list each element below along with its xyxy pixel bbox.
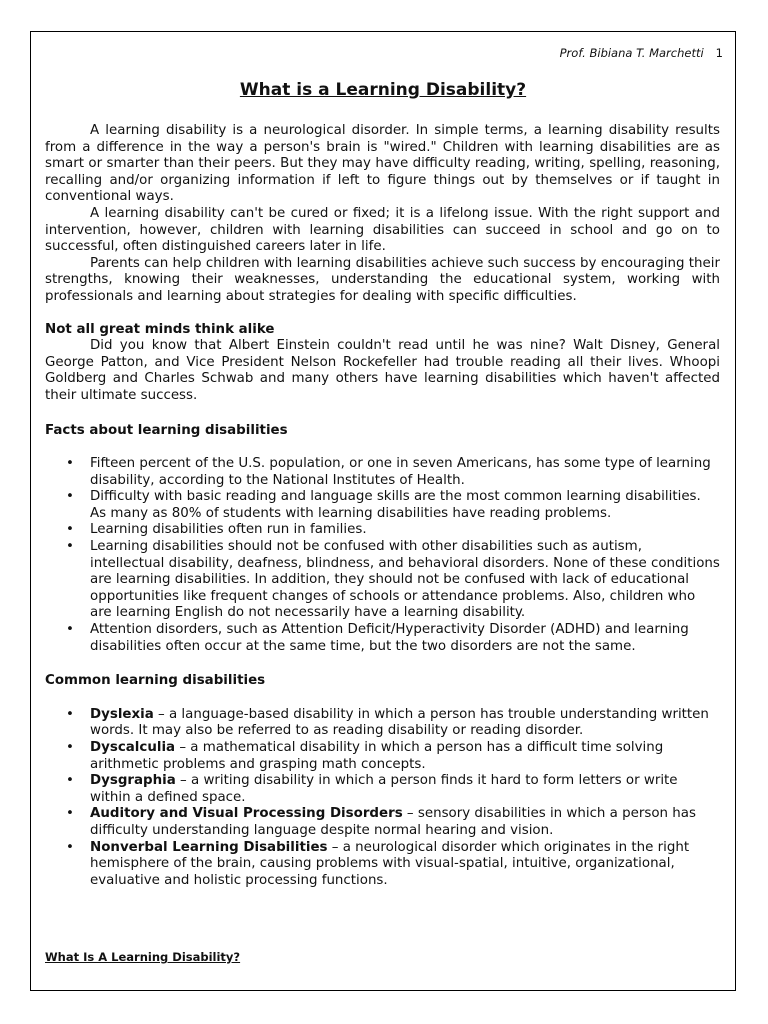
intro-paragraph-3: Parents can help children with learning disabilities achieve such success by encouraging their strengths, knowing their weaknesses, understanding the educational system, working with professionals and learning about strategies for dealing with specific difficulties.	[45, 255, 720, 304]
minds-paragraph: Did you know that Albert Einstein couldn't read until he was nine? Walt Disney, General George Patton, and Vice President Nelson Rockefeller had trouble reading all their lives. Whoopi Goldberg and Charles Schwab and many others have learning disabilities which haven't affected their ultimate success.	[45, 338, 720, 403]
list-item	[90, 740, 720, 773]
page-header	[560, 46, 723, 60]
term-nonverbal: Nonverbal Learning Disabilities	[90, 839, 328, 855]
section-heading-facts: Facts about learning disabilities	[45, 422, 288, 438]
document-page	[30, 31, 736, 991]
common-disabilities-list	[45, 707, 720, 890]
term-description: – a writing disability in which a person finds it hard to form letters or write within a defined space.	[90, 773, 678, 805]
list-item	[90, 840, 720, 890]
facts-list	[45, 456, 720, 655]
intro-paragraph-1: A learning disability is a neurological disorder. In simple terms, a learning disability results from a difference in the way a person's brain is "wired." Children with learning disabilities are as smart or smarter than their peers. But they may have difficulty reading, writing, spelling, reasoning, recalling and/or organizing information if left to figure things out by themselves or if taught in conventional ways.	[45, 123, 720, 205]
list-item: • Learning disabilities should not be confused with other disabilities such as autism, intellectual disability, deafness, blindness, and behavioral disorders. None of these conditions are learning disabilities. In addition, they should not be confused with lack of educational opportunities like frequent changes of schools or attendance problems. Also, children who are learning English do not necessarily have a learning disability.	[90, 539, 720, 622]
section-heading-minds: Not all great minds think alike	[45, 321, 275, 337]
list-item: • Difficulty with basic reading and language skills are the most common learning disabilities. As many as 80% of students with learning disabilities have reading problems.	[90, 489, 720, 522]
page-number: 1	[715, 46, 723, 60]
author-name: Prof. Bibiana T. Marchetti	[559, 46, 704, 60]
term-dysgraphia: Dysgraphia	[90, 773, 176, 789]
list-item: • Attention disorders, such as Attention Deficit/Hyperactivity Disorder (ADHD) and learning disabilities often occur at the same time, but the two disorders are not the same.	[90, 622, 720, 655]
footer-title-link[interactable]: What Is A Learning Disability?	[45, 950, 241, 964]
term-dyslexia: Dyslexia	[90, 706, 154, 722]
section-heading-common: Common learning disabilities	[45, 673, 266, 689]
list-item	[90, 806, 720, 839]
term-description: – a neurological disorder which originates in the right hemisphere of the brain, causing problems with visual-spatial, intuitive, organizational, evaluative and holistic processing functions.	[90, 839, 690, 888]
term-description: – a mathematical disability in which a person has a difficult time solving arithmetic problems and grasping math concepts.	[90, 740, 664, 772]
intro-paragraph-2: A learning disability can't be cured or fixed; it is a lifelong issue. With the right support and intervention, however, children with learning disabilities can succeed in school and go on to successful, often distinguished careers later in life.	[45, 205, 720, 255]
list-item	[90, 707, 720, 740]
document-body	[45, 123, 720, 889]
term-dyscalculia: Dyscalculia	[90, 740, 176, 755]
term-description: – sensory disabilities in which a person has difficulty understanding language despite normal hearing and vision.	[90, 806, 696, 838]
term-processing-disorders: Auditory and Visual Processing Disorders	[90, 806, 403, 822]
list-item: • Learning disabilities often run in families.	[90, 522, 720, 539]
list-item	[90, 773, 720, 806]
term-description: – a language-based disability in which a person has trouble understanding written words. It may also be referred to as reading disability or reading disorder.	[90, 706, 709, 739]
list-item: • Fifteen percent of the U.S. population, or one in seven Americans, has some type of learning disability, according to the National Institutes of Health.	[90, 456, 720, 489]
page-title: What is a Learning Disability?	[239, 80, 527, 100]
